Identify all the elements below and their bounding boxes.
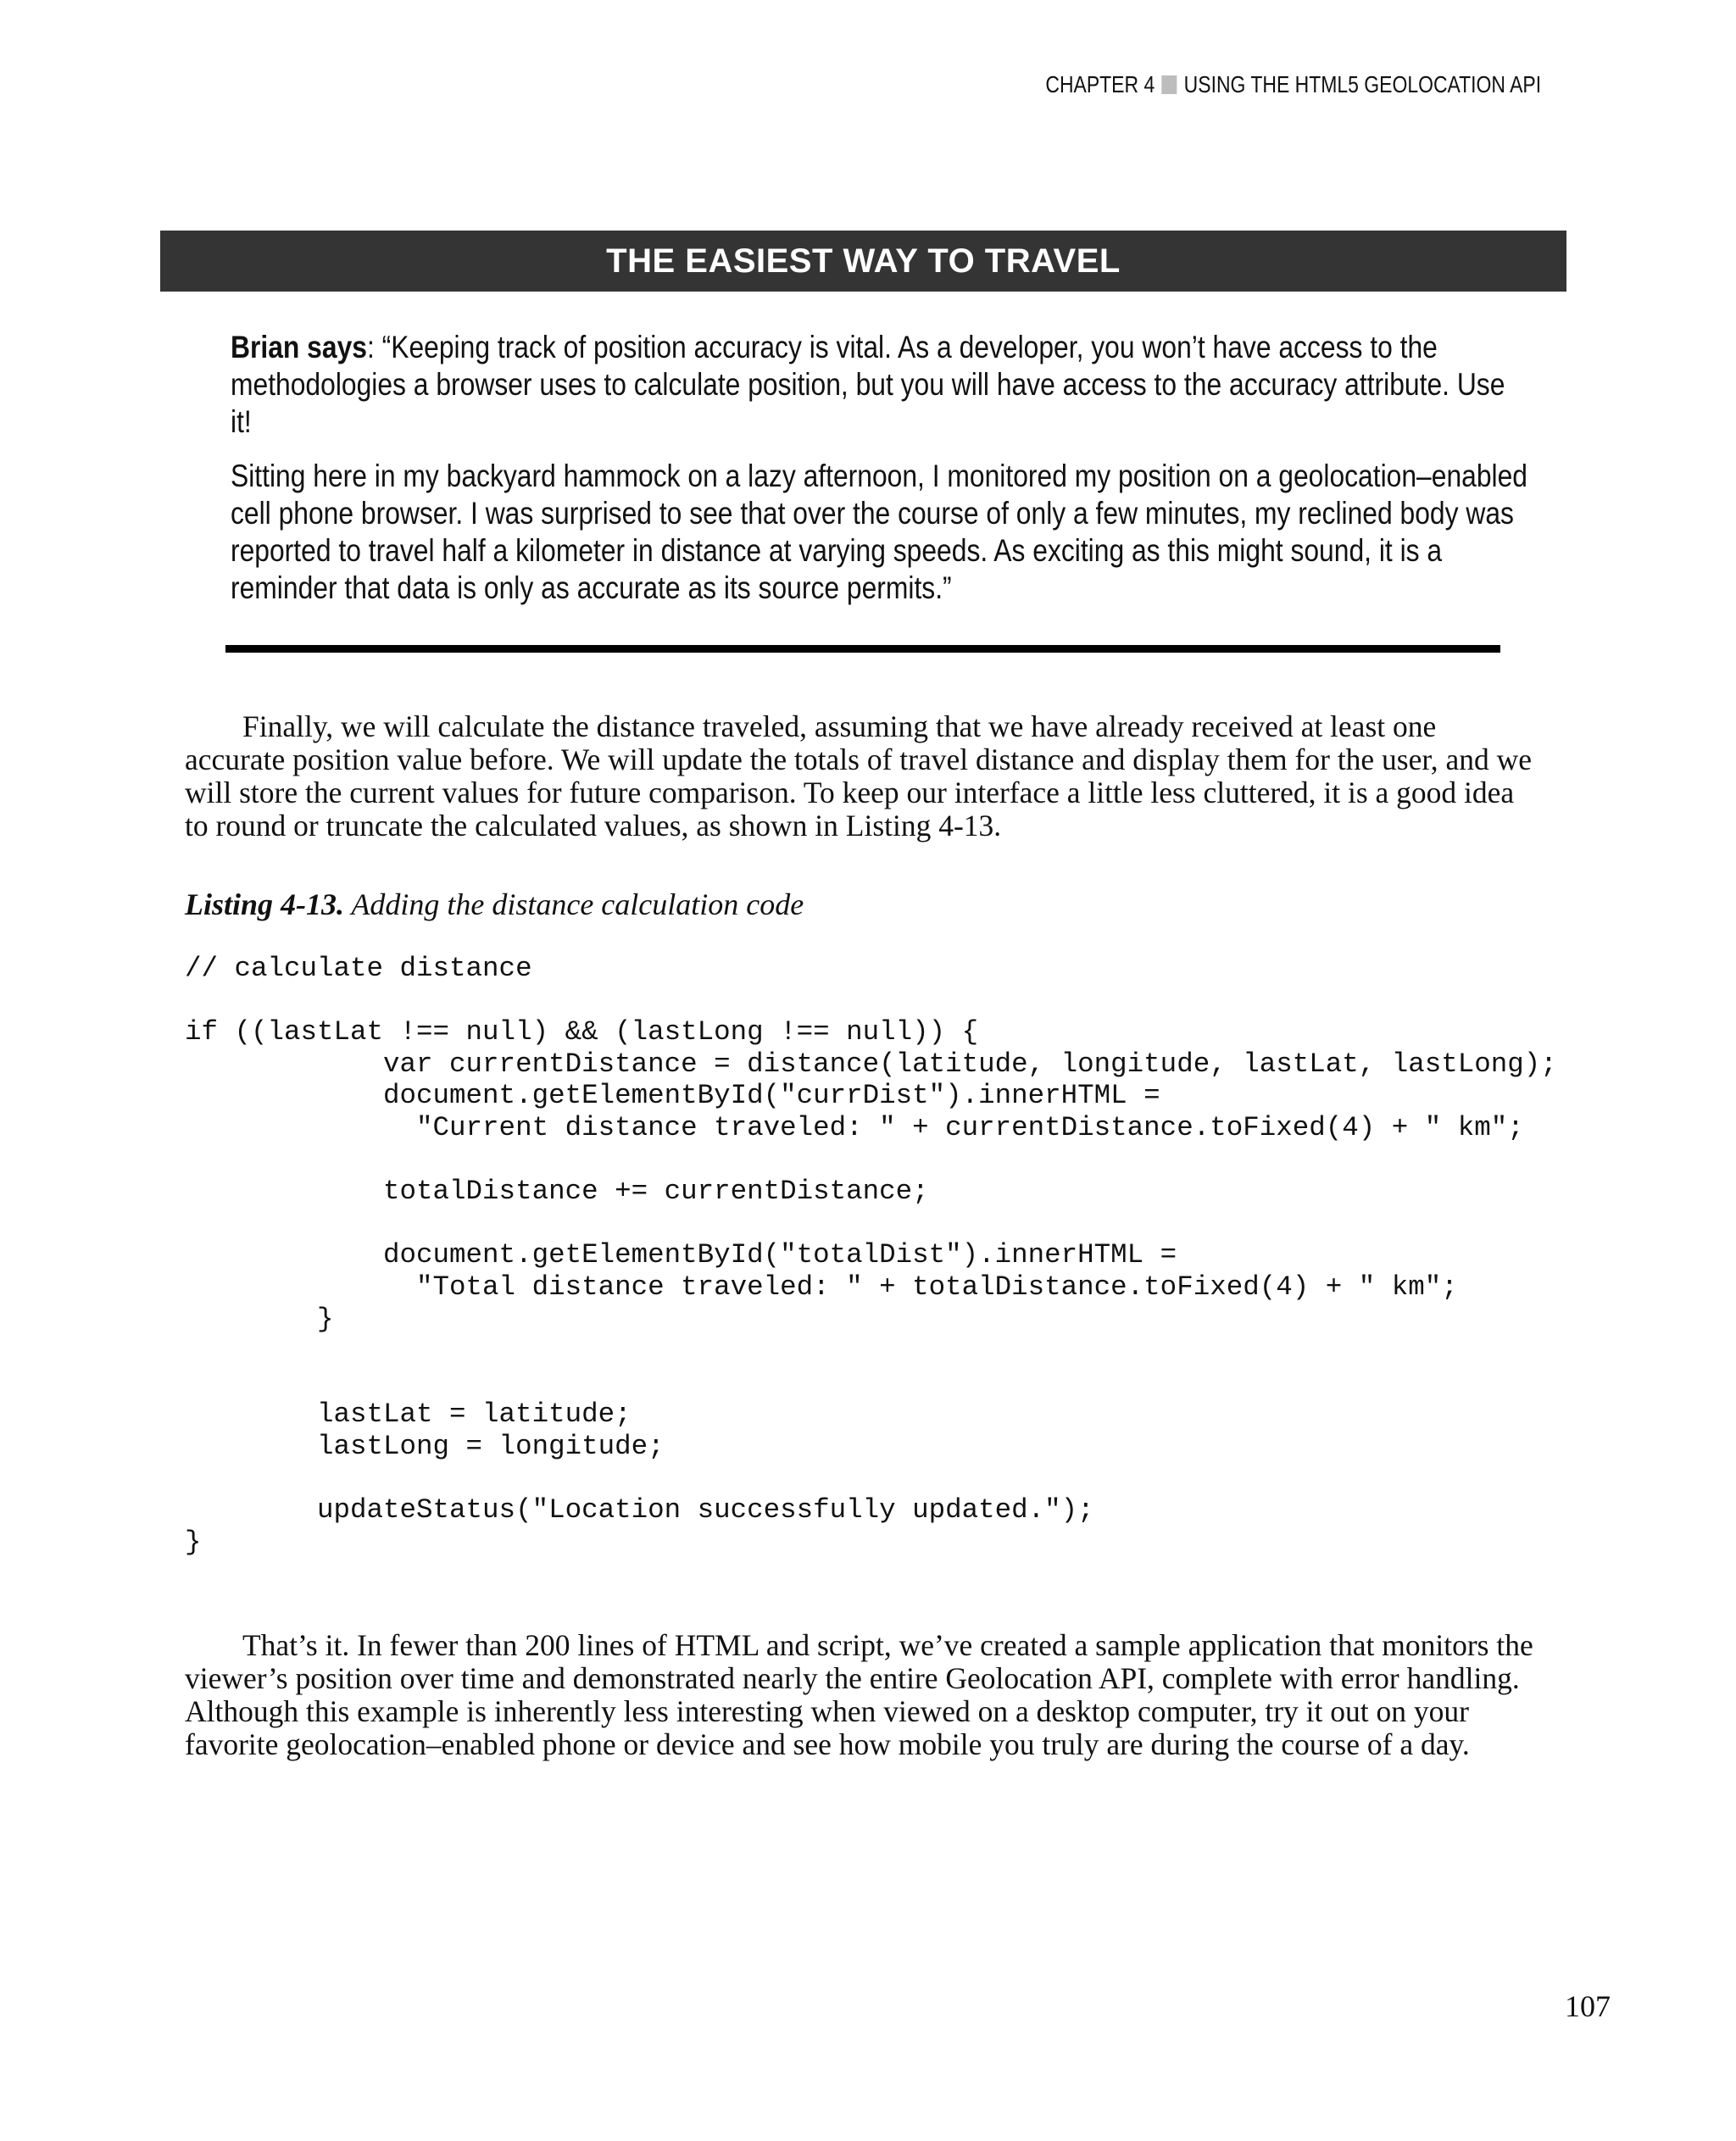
body-paragraph-1-text: Finally, we will calculate the distance traveled, assuming that we have already received at least one accurate position value before. We will update the totals of travel distance and display them for the user, and we will store the current values for future comparison. To keep our interface a little less cluttered, it is a good idea to round or truncate the calculated values, as shown in Listing 4-13. xyxy=(185,709,1533,842)
page-number: 107 xyxy=(1565,1989,1611,2023)
sidebar-body xyxy=(231,329,1536,624)
sidebar-quote-paragraph-1 xyxy=(231,329,1533,441)
sidebar-speaker: Brian says xyxy=(231,330,367,364)
sidebar-quote-paragraph-2: Sitting here in my backyard hammock on a lazy afternoon, I monitored my position on a geolocation–enabled cell phone browser. I was surprised to see that over the course of only a few minutes, my reclined body was reported to travel half a kilometer in distance at varying speeds. As exciting as this might sound, it is a reminder that data is only as accurate as its source permits.” xyxy=(231,459,1528,605)
running-head-title: USING THE HTML5 GEOLOCATION API xyxy=(1183,71,1541,97)
body-paragraph-1 xyxy=(185,710,1541,842)
body-paragraph-2-text: That’s it. In fewer than 200 lines of HTML and script, we’ve created a sample application that monitors the viewer’s position over time and demonstrated nearly the entire Geolocation API, complete with error handling. Although this example is inherently less interesting when viewed on a desktop computer, try it out on your favorite geolocation–enabled phone or device and see how mobile you truly are during the course of a day. xyxy=(185,1628,1533,1761)
sidebar-title-bar xyxy=(160,231,1566,292)
sidebar-title: THE EASIEST WAY TO TRAVEL xyxy=(606,242,1121,280)
listing-caption xyxy=(185,887,804,922)
running-head-chapter: CHAPTER 4 xyxy=(1045,71,1155,97)
code-listing: // calculate distance if ((lastLat !== null) && (lastLong !== null)) { var currentDistance = distance(latitude, longitude, lastLat, lastLong); document.getElementById("currDist").innerHTML = "Current distance traveled: " + currentDistance.toFixed(4) + " km"; totalDistance += currentDistance; document.getElementById("totalDist").innerHTML = "Total distance traveled: " + totalDistance.toFixed(4) + " km"; } lastLat = latitude; lastLong = longitude; updateStatus("Location successfully updated."); } xyxy=(185,953,1557,1558)
listing-label: Listing 4-13. xyxy=(185,887,345,921)
sidebar-bottom-rule xyxy=(225,645,1500,653)
body-paragraph-2 xyxy=(185,1629,1541,1761)
running-head-separator xyxy=(1161,75,1177,94)
listing-caption-text: Adding the distance calculation code xyxy=(344,887,804,921)
sidebar-quote-text-1: : “Keeping track of position accuracy is vital. As a developer, you won’t have access to the methodologies a browser uses to calculate position, but you will have access to the accuracy attribute. Use it! xyxy=(231,330,1505,439)
running-head xyxy=(1045,71,1541,98)
